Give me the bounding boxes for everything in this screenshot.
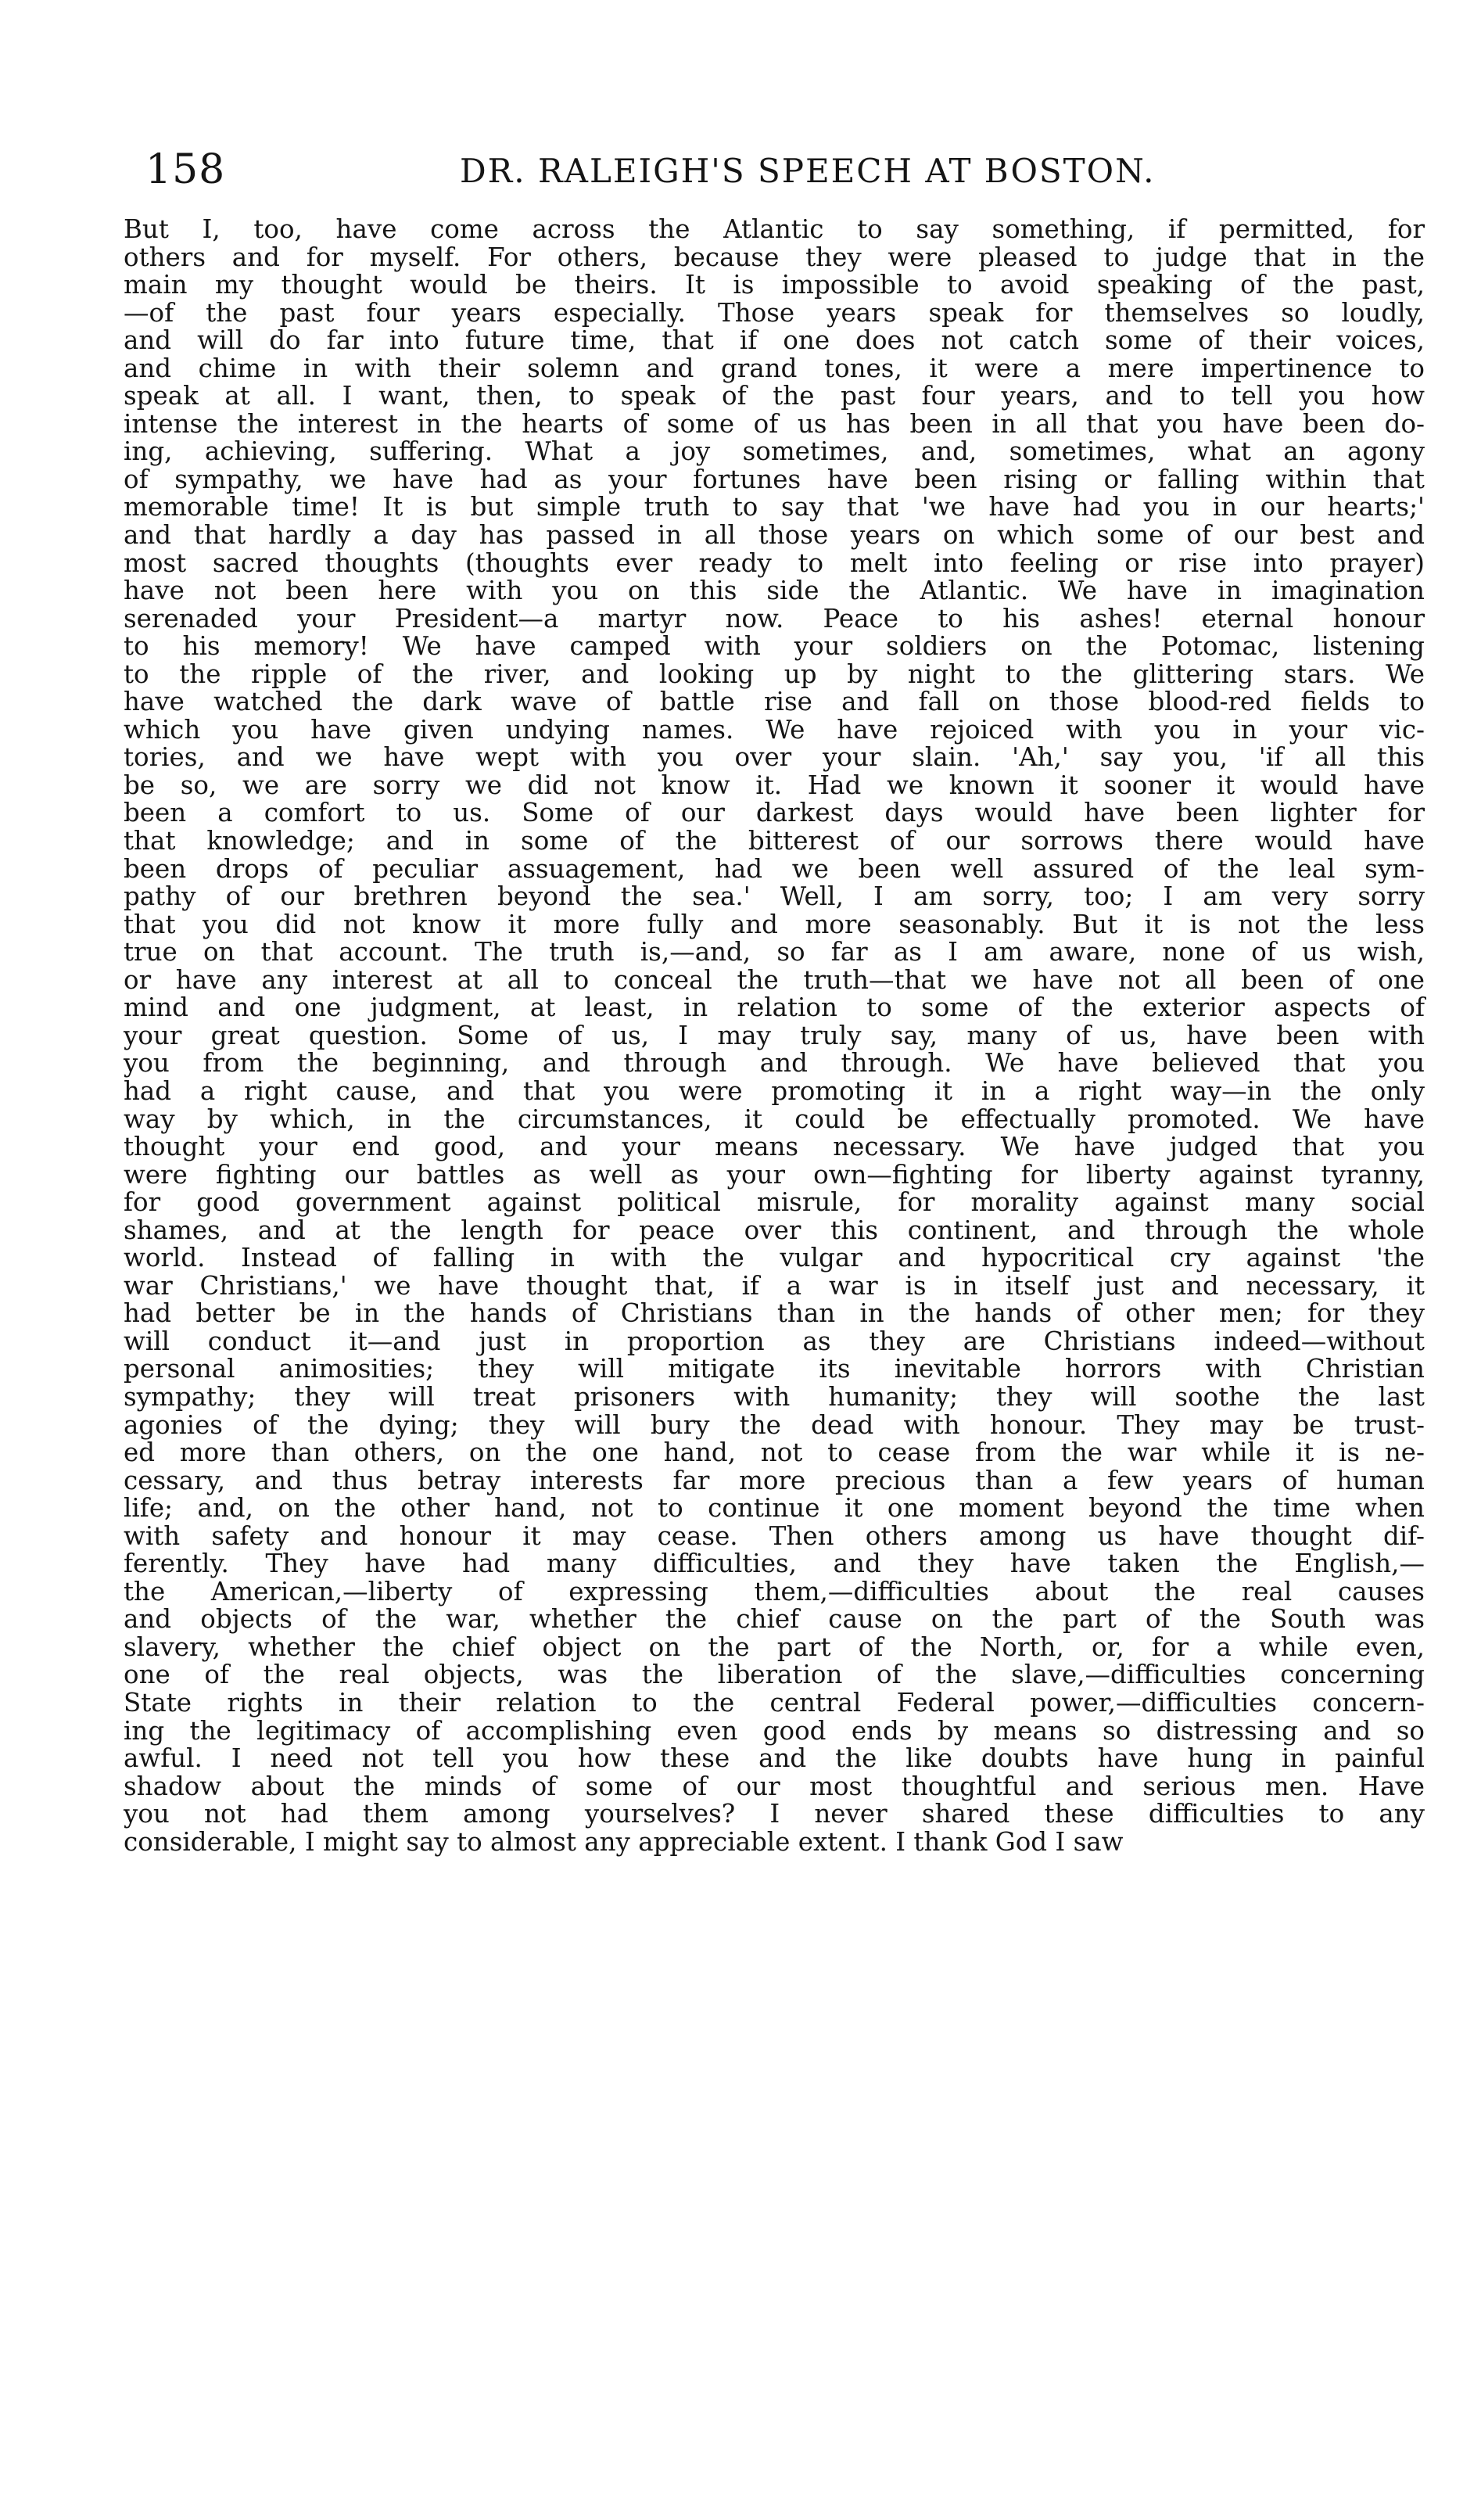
text-line: or have any interest at all to conceal the truth—that we have not all been of one [124,964,1425,995]
text-line: sympathy; they will treat prisoners with humanity; they will soothe the last [124,1381,1425,1412]
text-line: —of the past four years especially. Those years speak for themselves so loudly, [124,297,1425,328]
text-line: have not been here with you on this side the Atlantic. We have in imagination [124,576,1425,606]
speech-text [124,216,1425,1856]
text-line: been a comfort to us. Some of our darkest days would have been lighter for [124,798,1425,828]
text-line: had better be in the hands of Christians than in the hands of other men; for they [124,1298,1425,1329]
text-line: the American,—liberty of expressing them,—difficulties about the real causes [124,1576,1425,1606]
text-line: intense the interest in the hearts of some of us has been in all that you have been do- [124,408,1425,439]
text-line: slavery, whether the chief object on the part of the North, or, for a while even, [124,1632,1425,1662]
text-line: be so, we are sorry we did not know it. Had we known it sooner it would have [124,770,1425,800]
text-line: awful. I need not tell you how these and the like doubts have hung in painful [124,1743,1425,1774]
text-line: and that hardly a day has passed in all those years on which some of our best and [124,520,1425,551]
text-line: for good government against political misrule, for morality against many social [124,1187,1425,1218]
text-line: to the ripple of the river, and looking up by night to the glittering stars. We [124,659,1425,689]
text-line: you not had them among yourselves? I never shared these difficulties to any [124,1799,1425,1829]
text-line: But I, too, have come across the Atlantic to say something, if permitted, for [124,214,1425,244]
text-line: cessary, and thus betray interests far more precious than a few years of human [124,1465,1425,1495]
text-line: that you did not know it more fully and more seasonably. But it is not the less [124,909,1425,939]
text-line: personal animosities; they will mitigate its inevitable horrors with Christian [124,1354,1425,1384]
text-line: shadow about the minds of some of our most thoughtful and serious men. Have [124,1771,1425,1801]
text-line: been drops of peculiar assuagement, had we been well assured of the leal sym- [124,853,1425,884]
text-line: true on that account. The truth is,—and, so far as I am aware, none of us wish, [124,937,1425,967]
text-line: which you have given undying names. We have rejoiced with you in your vic- [124,714,1425,745]
text-line: life; and, on the other hand, not to continue it one moment beyond the time when [124,1493,1425,1524]
text-line: ferently. They have had many difficulties, and they have taken the English,— [124,1549,1425,1579]
text-line: that knowledge; and in some of the bitterest of our sorrows there would have [124,826,1425,856]
text-line: ed more than others, on the one hand, not to cease from the war while it is ne- [124,1438,1425,1468]
text-line: and will do far into future time, that if one does not catch some of their voices, [124,325,1425,356]
text-line: had a right cause, and that you were promoting it in a right way—in the only [124,1075,1425,1106]
text-line: most sacred thoughts (thoughts ever ready to melt into feeling or rise into prayer) [124,547,1425,578]
page-number: 158 [145,146,226,193]
text-line: serenaded your President—a martyr now. Peace to his ashes! eternal honour [124,603,1425,634]
text-line: memorable time! It is but simple truth to say that 'we have had you in our hearts;' [124,492,1425,522]
text-line: your great question. Some of us, I may truly say, many of us, have been with [124,1020,1425,1050]
text-line: mind and one judgment, at least, in relation to some of the exterior aspects of [124,993,1425,1023]
text-line: main my thought would be theirs. It is impossible to avoid speaking of the past, [124,270,1425,300]
text-line: war Christians,' we have thought that, if a war is in itself just and necessary, it [124,1270,1425,1301]
text-line: ing, achieving, suffering. What a joy sometimes, and, sometimes, what an agony [124,436,1425,467]
text-line: shames, and at the length for peace over this continent, and through the whole [124,1215,1425,1245]
text-line: world. Instead of falling in with the vulgar and hypocritical cry against 'the [124,1243,1425,1273]
page-header [145,142,1428,197]
text-line: way by which, in the circumstances, it could be effectually promoted. We have [124,1104,1425,1134]
text-line: to his memory! We have camped with your soldiers on the Potomac, listening [124,631,1425,662]
text-line: others and for myself. For others, because they were pleased to judge that in the [124,242,1425,272]
text-line: tories, and we have wept with you over your slain. 'Ah,' say you, 'if all this [124,742,1425,773]
running-head: DR. RALEIGH'S SPEECH AT BOSTON. [460,152,1156,190]
text-line: State rights in their relation to the central Federal power,—difficulties concern- [124,1687,1425,1718]
text-line: with safety and honour it may cease. Then others among us have thought dif- [124,1520,1425,1551]
text-line: you from the beginning, and through and through. We have believed that you [124,1048,1425,1079]
text-line: of sympathy, we have had as your fortunes have been rising or falling within that [124,464,1425,494]
text-line: considerable, I might say to almost any appreciable extent. I thank God I saw [124,1826,1124,1857]
text-line: speak at all. I want, then, to speak of the past four years, and to tell you how [124,381,1425,411]
text-line: thought your end good, and your means necessary. We have judged that you [124,1132,1425,1162]
text-line: pathy of our brethren beyond the sea.' Well, I am sorry, too; I am very sorry [124,881,1425,912]
text-line: will conduct it—and just in proportion as they are Christians indeed—without [124,1326,1425,1356]
text-line: ing the legitimacy of accomplishing even good ends by means so distressing and so [124,1715,1425,1746]
text-line: have watched the dark wave of battle rise and fall on those blood-red fields to [124,687,1425,717]
text-line: were fighting our battles as well as your own—fighting for liberty against tyranny, [124,1159,1425,1190]
text-line: and objects of the war, whether the chief cause on the part of the South was [124,1604,1425,1635]
text-line: and chime in with their solemn and grand tones, it were a mere impertinence to [124,353,1425,383]
text-line: one of the real objects, was the liberation of the slave,—difficulties concerning [124,1660,1425,1690]
text-line: agonies of the dying; they will bury the dead with honour. They may be trust- [124,1409,1425,1440]
